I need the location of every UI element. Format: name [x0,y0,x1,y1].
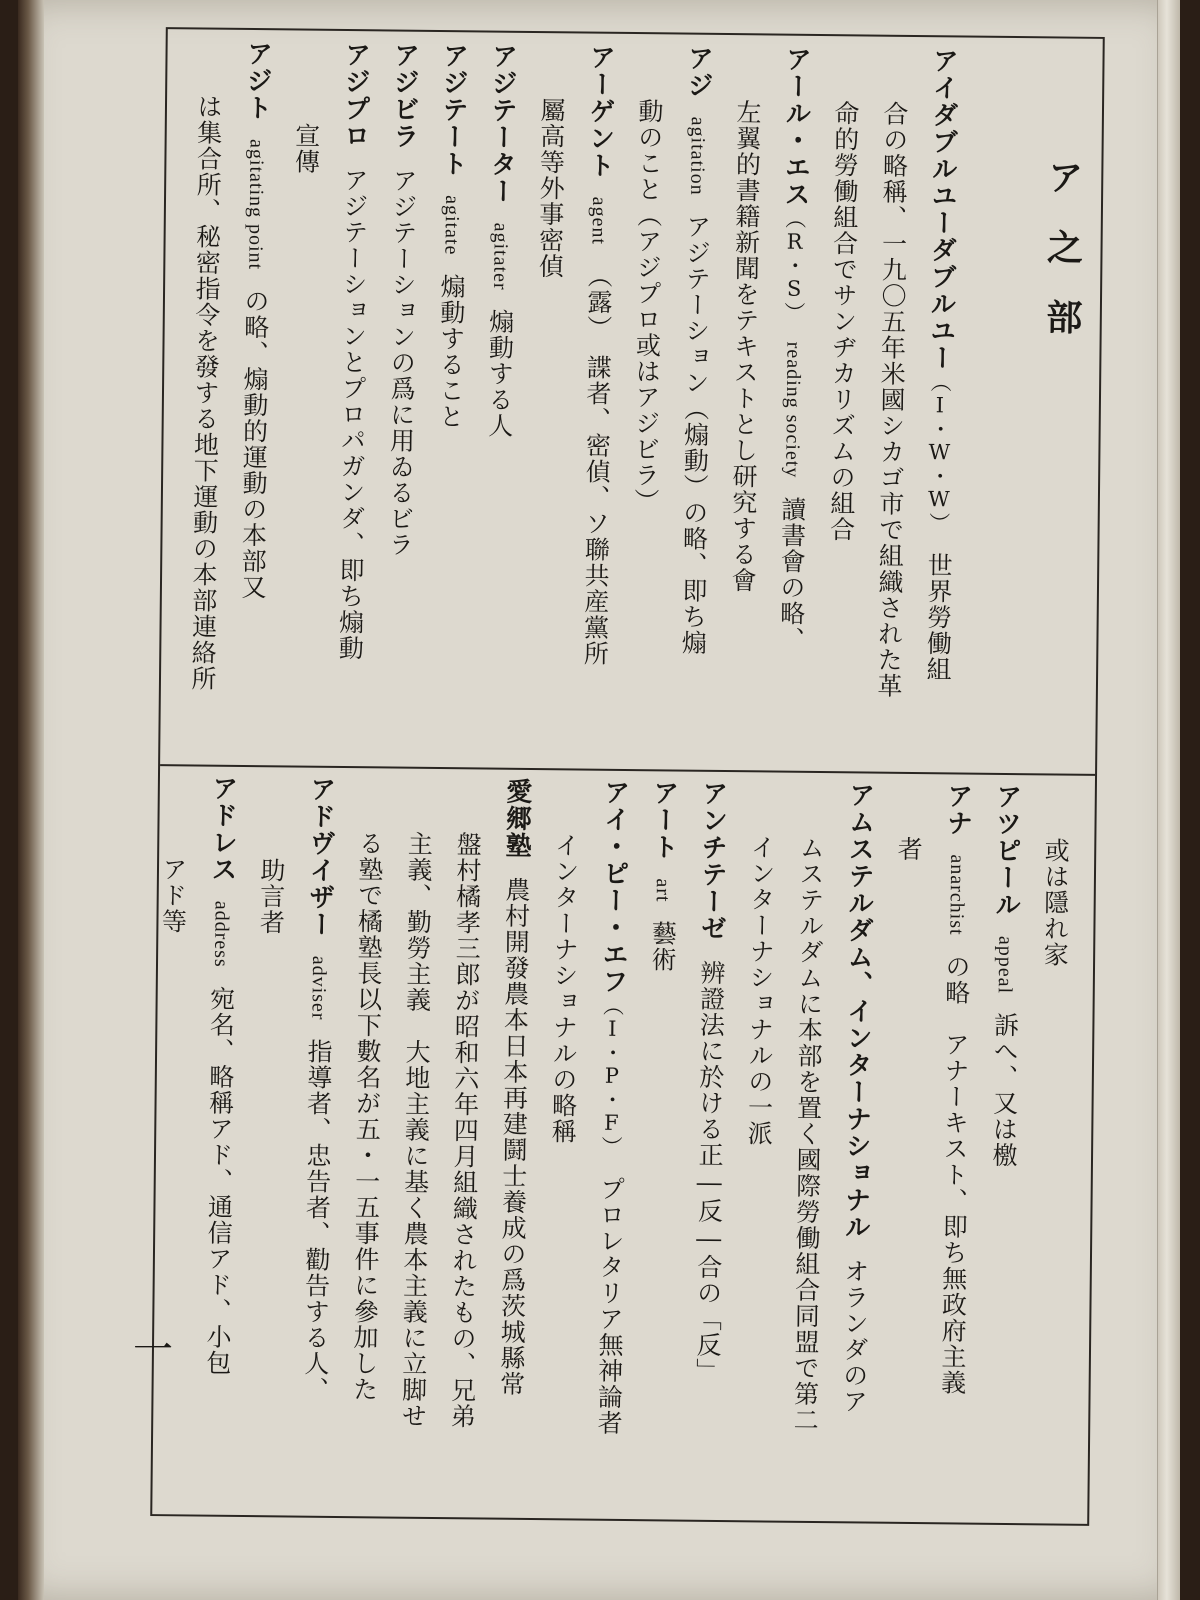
entry-definition: の略、煽動的運動の本部又 [237,288,271,601]
entry-definition: ムステルダムに本部を置く國際勞働組合同盟で第二 [790,834,826,1434]
glossary-entry [926,782,983,1512]
entry-definition: アジテーション（煽動）の略、即ち煽 [678,213,712,656]
entry-continuation [534,778,591,1562]
glossary-entry [289,776,346,1506]
entry-term: アムステルダム、インターナショナル [840,781,875,1241]
entry-continuation [387,777,444,1561]
glossary-entry [681,780,738,1510]
entry-continuation [730,780,787,1564]
entry-term: アンチテーゼ [696,779,728,943]
entry-definition: 讀書會の略、 [776,496,807,653]
entry-term: アジテーター [485,42,518,205]
entry-continuation [436,777,493,1561]
entry-term: アート [648,779,679,861]
glossary-entry [828,781,885,1511]
entry-definition: の略 アナーキスト、即ち無政府主義 [937,953,972,1396]
glossary-entry [373,41,429,756]
glossary-entry [765,45,821,760]
entry-abbreviation: （I・W・W） [926,371,953,535]
lower-section [158,774,1081,1514]
glossary-entry [912,47,968,762]
book-spine [18,0,44,1600]
entry-term: アジ [683,44,714,99]
entry-definition: 助言者 [256,857,287,936]
entry-original-word: reading society [781,341,805,479]
entry-definition: アジテーションの爲に用ゐるビラ [385,167,419,558]
entry-term: アイ・ピー・エフ [597,778,630,996]
entry-continuation [177,39,234,808]
entry-continuation [716,45,773,814]
entry-continuation [814,46,871,815]
entry-definition: 煽動する人 [484,308,515,439]
entry-term: 愛郷塾 [501,777,532,859]
entry-continuation [239,775,297,1587]
entry-original-word: appeal [993,935,1017,995]
entry-definition: プロレタリア無神論者 [594,1175,626,1436]
entry-definition: オランダのア [839,1258,870,1415]
entry-continuation [618,44,675,813]
entry-definition: 主義、勤勞主義 大地主義に基く農本主義に立脚せ [398,830,434,1429]
entry-original-word: agitating point [244,138,268,271]
entry-definition: 辨證法に於ける正―反―合の「反」 [692,959,727,1385]
entry-definition: 訴へ、又は檄 [988,1012,1020,1169]
entry-original-word: address [209,900,233,968]
entry-definition: 左翼的書籍新聞をテキストとし研究する會 [727,99,763,594]
glossary-entry [667,44,723,759]
entry-definition: 世界勞働組 [923,552,954,683]
entry-definition: 宣傳 [291,122,321,175]
glossary-frame [150,27,1105,1526]
page-edge [1157,0,1180,1600]
entry-term: アジテート [437,41,469,178]
entry-original-word: agitater [489,222,512,291]
entry-definition: 宛名、略稱アド、通信アド、小包 [202,985,236,1376]
entry-term: アジプロ [339,40,371,150]
entry-original-word: anarchist [945,854,969,936]
glossary-entry [226,40,282,755]
entry-original-word: adviser [307,955,331,1021]
entry-definition: （露） 諜者、密偵、ソ聯共産黨所 [580,262,614,667]
entry-definition: 盤村橘孝三郎が昭和六年四月組織されたもの、兄弟 [447,831,483,1430]
entry-definition: 煽動すること [435,273,467,430]
glossary-entry [324,41,380,756]
entry-definition: アド等 [158,856,189,935]
entry-definition: 者 [894,835,924,863]
entry-term: アジト [241,39,273,122]
entry-original-word: agent [587,196,611,246]
glossary-entry [975,783,1032,1513]
entry-definition: 動のこと（アジプロ或はアジビラ） [630,98,665,515]
entry-original-word: agitate [440,195,464,256]
entry-term: アドヴイザー [304,775,336,938]
entry-continuation [141,774,199,1586]
glossary-entry [569,43,625,758]
entry-definition: 合の略稱、一九〇五年米國シカゴ市で組織された革 [873,100,910,699]
entry-abbreviation: （R・S） [781,207,807,324]
entry-definition: 命的勞働組合でサンヂカリズムの組合 [826,100,861,543]
section-heading: ア之部 [1040,158,1085,369]
entry-original-word: art [651,878,674,903]
entry-continuation [877,782,934,1566]
entry-definition: 農村開發農本日本再建鬪士養成の爲茨城縣常 [496,876,531,1397]
entry-definition: る塾で橘塾長以下數名が五・一五事件に參加した [349,830,385,1403]
entry-original-word: agitation [686,116,709,196]
entry-continuation [520,43,577,812]
glossary-entry [191,775,248,1505]
entry-definition: 藝術 [647,920,678,973]
glossary-entry [485,778,542,1508]
entry-definition: 屬高等外事密偵 [535,97,567,280]
entry-definition: アジテーションとプロパガンダ、即ち煽動 [335,166,370,662]
entry-definition: 指導者、忠告者、勸告する人、 [300,1038,334,1403]
glossary-entry [471,42,527,757]
entry-definition: 或は隱れ家 [1040,837,1071,968]
entry-continuation [863,47,920,816]
entry-term: アツピール [990,782,1022,919]
page-number: 一 [133,1327,173,1373]
entry-definition: インターナショナルの一派 [744,834,777,1147]
entry-definition: は集合所、秘密指令を發する地下運動の本部連絡所 [187,93,224,692]
entry-abbreviation: （I・P・F） [599,994,625,1158]
entry-continuation [779,781,836,1565]
entry-term: アドレス [206,774,238,883]
entry-continuation [274,40,331,837]
glossary-entry [422,42,478,757]
glossary-entry [583,779,640,1509]
entry-continuation [338,776,395,1560]
upper-section [166,39,1088,764]
entry-term: アジビラ [388,41,420,150]
entry-continuation [1024,783,1081,1567]
entry-term: アーゲント [584,43,616,179]
entry-definition: インターナショナルの略稱 [548,832,581,1145]
glossary-entry [632,779,689,1509]
entry-term: アール・エス [779,45,812,208]
entry-term: アイダブルユーダブルユー [925,47,959,372]
entry-term: アナ [942,782,973,837]
photographed-page [18,0,1180,1600]
